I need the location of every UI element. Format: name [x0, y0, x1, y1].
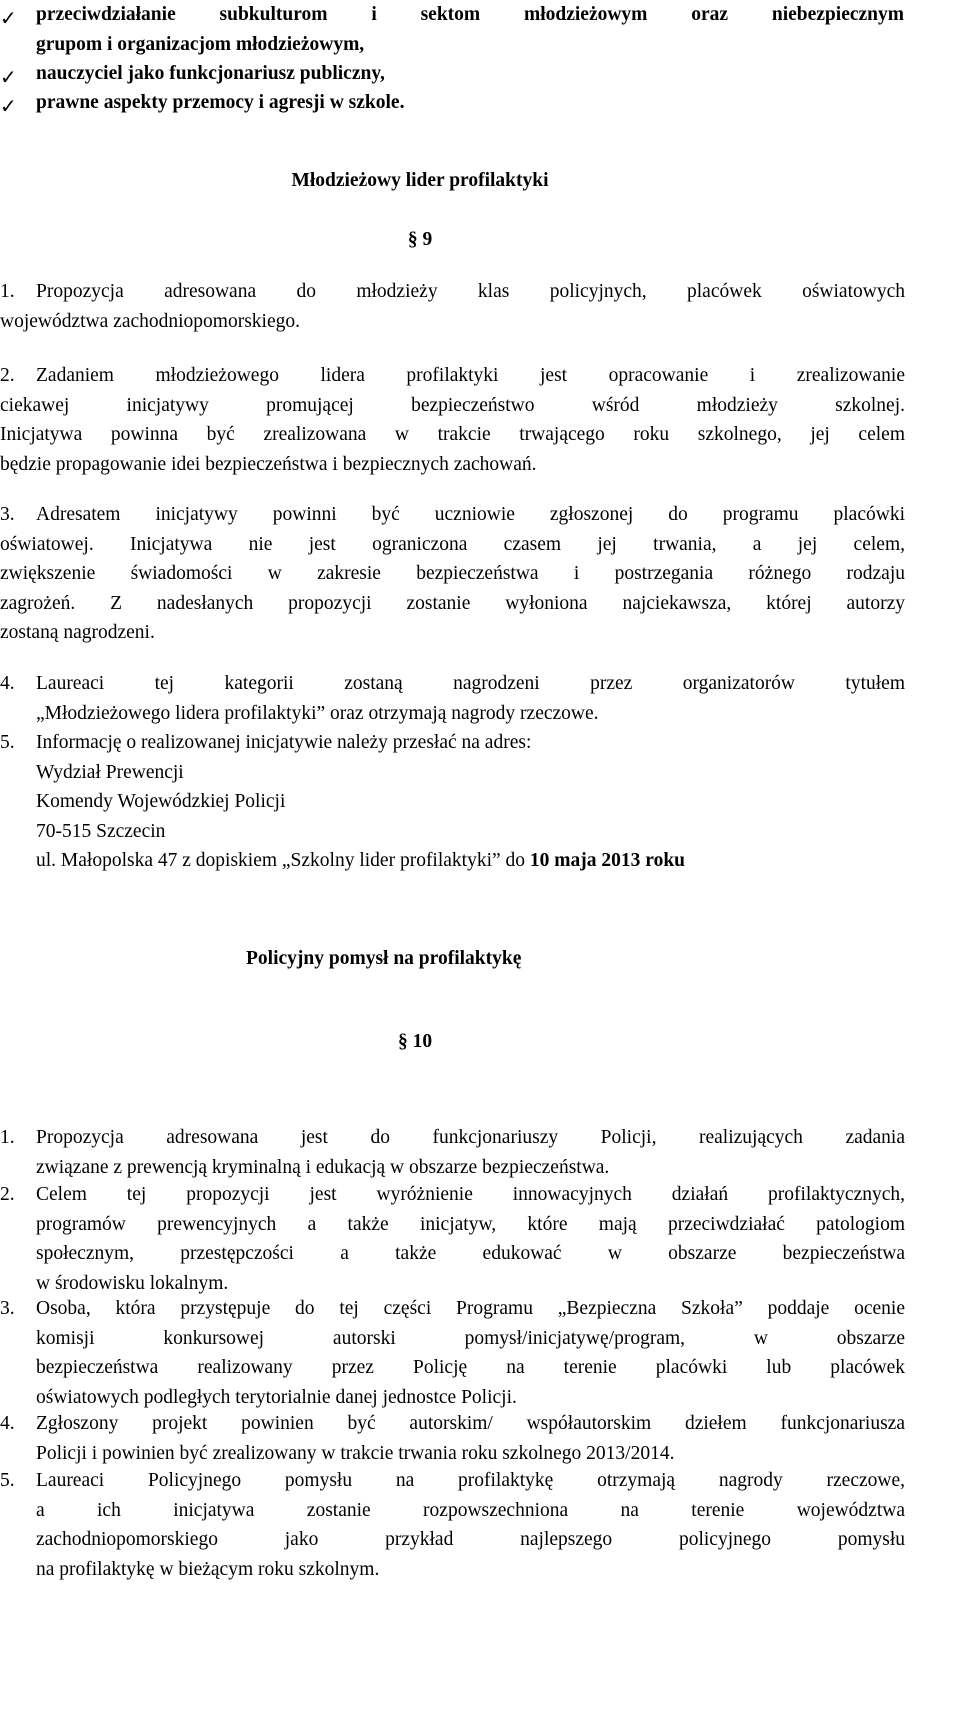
checkmark-icon: ✓: [0, 65, 17, 89]
address-line: ul. Małopolska 47 z dopiskiem „Szkolny lider profilaktyki” do 10 maja 2013 roku: [36, 850, 686, 871]
checklist-item: prawne aspekty przemocy i agresji w szkole.: [36, 92, 405, 113]
checkmark-icon: ✓: [0, 6, 17, 30]
section-title: Młodzieżowy lider profilaktyki: [291, 170, 549, 191]
checklist-item: nauczyciel jako funkcjonariusz publiczny,: [36, 63, 385, 84]
checkmark-icon: ✓: [0, 94, 17, 118]
paragraph-mark: § 10: [398, 1031, 433, 1052]
paragraph-mark: § 9: [407, 229, 433, 250]
section-title: Policyjny pomysł na profilaktykę: [246, 948, 522, 969]
checklist-item: przeciwdziałanie subkulturom i sektom młodzieżowym oraz niebezpiecznym grupom i organizacjom młodzieżowym,: [36, 4, 904, 55]
document-page: ✓ przeciwdziałanie subkulturom i sektom młodzieżowym oraz niebezpiecznym grupom i organizacjom młodzieżowym, ✓ nauczyciel jako funkcjonariusz publiczny, ✓ prawne aspekty przemocy i agresji w szkole. Młodzieżowy lider profilaktyki § 9 1. Propozycja adresowana do młodzieży klas policyjnych, placówek oświatowych województwa zachodniopomorskiego. 2. Zadaniem młodzieżowego lidera profilaktyki jest opracowanie i zrealizowanie ciekawej inicjatywy promującej bezpieczeństwo wśród młodzieży szkolnej. Inicjatywa powinna być zrealizowana w trakcie trwającego roku szkolnego, jej celem będzie propagowanie idei bezpieczeństwa i bezpiecznych zachowań. 3. Adresatem inicjatywy powinni być uczniowie zgłoszonej do programu placówki oświatowej. Inicjatywa nie jest ograniczona czasem jej trwania, a jej celem, zwiększenie świadomości w zakresie bezpieczeństwa i postrzegania różnego rodzaju zagrożeń. Z nadesłanych propozycji zostanie wyłoniona najciekawsza, której autorzy zostaną nagrodzeni. 4. Laureaci tej kategorii zostaną nagrodzeni przez organizatorów tytułem „Młodzieżowego lidera profilaktyki” oraz otrzymają nagrody rzeczowe. 5. Informację o realizowanej inicjatywie należy przesłać na adres: Wydział Prewencji Komendy Wojewódzkiej Policji 70-515 Szczecin ul. Małopolska 47 z dopiskiem „Szkolny lider profilaktyki” do 10 maja 2013 roku Policyjny pomysł na profilaktykę § 10 1. Propozycja adresowana jest do funkcjonariuszy Policji, realizujących zadania związane z prewencją kryminalną i edukacją w obszarze bezpieczeństwa. 2. Celem tej propozycji jest wyróżnienie innowacyjnych działań profilaktycznych, programów prewencyjnych a także inicjatyw, które mają przeciwdziałać patologiom społecznym, przestępczości a także edukować w obszarze bezpieczeństwa w środowisku lokalnym. 3. Osoba, która przystępuje do tej części Programu „Bezpieczna Szkoła” poddaje ocenie komisji konkursowej autorski pomysł/inicjatywę/program, w obszarze bezpieczeństwa realizowany przez Policję na terenie placówki lub placówek oświatowych podległych terytorialnie danej jednostce Policji. 4. Zgłoszony projekt powinien być autorskim/ współautorskim dziełem funkcjonariusza Policji i powinien być zrealizowany w trakcie trwania roku szkolnego 2013/2014. 5. Laureaci Policyjnego pomysłu na profilaktykę otrzymają nagrody rzeczowe, a ich inicjatywa zostanie rozpowszechniona na terenie województwa zachodniopomorskiego jako przykład najlepszego policyjnego pomysłu na profilaktykę w bieżącym roku szkolnym.: [0, 0, 960, 1720]
